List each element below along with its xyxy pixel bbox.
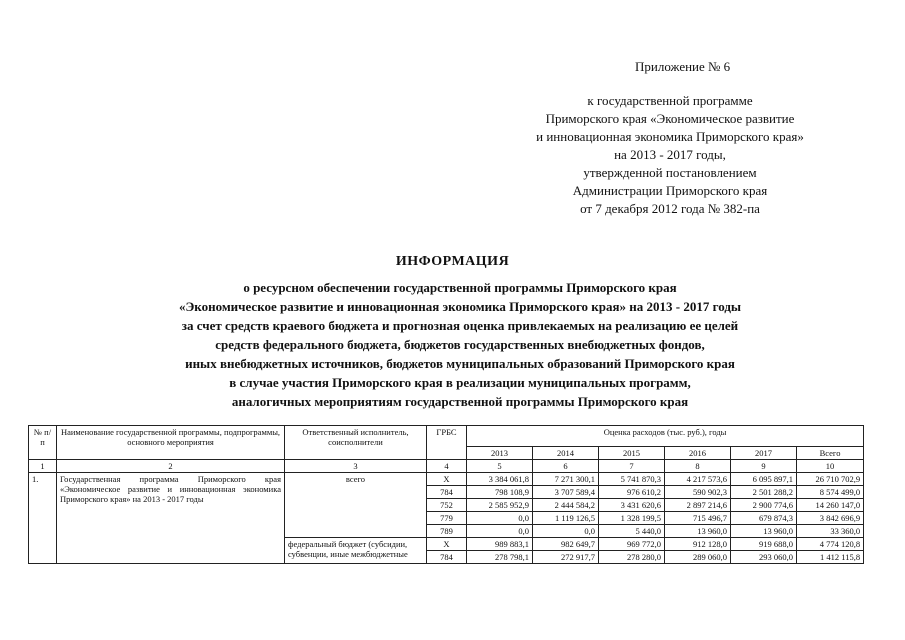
grbs-cell: 779: [427, 512, 467, 525]
header-estimate: Оценка расходов (тыс. руб.), годы: [467, 426, 864, 447]
grbs-cell: Х: [427, 538, 467, 551]
value-cell: 6 095 897,1: [731, 473, 797, 486]
col-number: 9: [731, 460, 797, 473]
grbs-cell: Х: [427, 473, 467, 486]
value-cell: 8 574 499,0: [797, 486, 864, 499]
value-cell: 13 960,0: [731, 525, 797, 538]
document-subtitle: [80, 278, 840, 411]
value-cell: 278 798,1: [467, 551, 533, 564]
value-cell: 912 128,0: [665, 538, 731, 551]
appendix-line: к государственной программе: [587, 93, 753, 108]
value-cell: 2 501 288,2: [731, 486, 797, 499]
value-cell: 969 772,0: [599, 538, 665, 551]
appendix-line: и инновационная экономика Приморского края»: [536, 129, 804, 144]
col-number: 4: [427, 460, 467, 473]
header-grbs: ГРБС: [427, 426, 467, 460]
subtitle-line: иных внебюджетных источников, бюджетов муниципальных образований Приморского края: [185, 356, 735, 371]
col-number: 8: [665, 460, 731, 473]
value-cell: 1 328 199,5: [599, 512, 665, 525]
header-executor: Ответственный исполнитель, соисполнители: [285, 426, 427, 460]
value-cell: 1 412 115,8: [797, 551, 864, 564]
document-title: ИНФОРМАЦИЯ: [395, 254, 510, 269]
subtitle-line: за счет средств краевого бюджета и прогнозная оценка привлекаемых на реализацию ее целей: [181, 318, 739, 333]
header-year: 2017: [731, 447, 797, 460]
program-name: Государственная программа Приморского края «Экономическое развитие и инновационная экономика Приморского края» на 2013 - 2017 годы: [57, 473, 285, 564]
value-cell: 3 842 696,9: [797, 512, 864, 525]
subtitle-line: «Экономическое развитие и инновационная экономика Приморского края» на 2013 - 2017 годы: [178, 299, 742, 314]
value-cell: 2 900 774,6: [731, 499, 797, 512]
appendix-block: [520, 58, 905, 218]
value-cell: 3 384 061,8: [467, 473, 533, 486]
appendix-line: на 2013 - 2017 годы,: [614, 147, 726, 162]
col-number: 7: [599, 460, 665, 473]
value-cell: 0,0: [533, 525, 599, 538]
grbs-cell: 784: [427, 551, 467, 564]
value-cell: 0,0: [467, 512, 533, 525]
executor-federal: федеральный бюджет (субсидии, субвенции, иные межбюджетные: [285, 538, 427, 564]
value-cell: 989 883,1: [467, 538, 533, 551]
resource-table: [28, 425, 864, 564]
value-cell: 33 360,0: [797, 525, 864, 538]
value-cell: 2 444 584,2: [533, 499, 599, 512]
header-year: 2014: [533, 447, 599, 460]
value-cell: 2 585 952,9: [467, 499, 533, 512]
header-num: № п/п: [29, 426, 57, 460]
col-number: 1: [29, 460, 57, 473]
value-cell: 0,0: [467, 525, 533, 538]
appendix-line: от 7 декабря 2012 года № 382-па: [580, 201, 760, 216]
value-cell: 919 688,0: [731, 538, 797, 551]
grbs-cell: 752: [427, 499, 467, 512]
program-num: 1.: [29, 473, 57, 564]
subtitle-line: о ресурсном обеспечении государственной программы Приморского края: [243, 280, 677, 295]
header-year: 2013: [467, 447, 533, 460]
value-cell: 2 897 214,6: [665, 499, 731, 512]
value-cell: 982 649,7: [533, 538, 599, 551]
col-number: 10: [797, 460, 864, 473]
value-cell: 976 610,2: [599, 486, 665, 499]
executor-total: всего: [285, 473, 427, 538]
appendix-line: Администрации Приморского края: [572, 183, 768, 198]
header-name: Наименование государственной программы, подпрограммы, основного мероприятия: [57, 426, 285, 460]
subtitle-line: аналогичных мероприятиям государственной программы Приморского края: [231, 394, 689, 409]
grbs-cell: 789: [427, 525, 467, 538]
value-cell: 13 960,0: [665, 525, 731, 538]
value-cell: 293 060,0: [731, 551, 797, 564]
subtitle-line: средств федерального бюджета, бюджетов государственных внебюджетных фондов,: [215, 337, 705, 352]
value-cell: 3 431 620,6: [599, 499, 665, 512]
col-number: 3: [285, 460, 427, 473]
value-cell: 7 271 300,1: [533, 473, 599, 486]
appendix-line: Приморского края «Экономическое развитие: [545, 111, 795, 126]
value-cell: 272 917,7: [533, 551, 599, 564]
value-cell: 590 902,3: [665, 486, 731, 499]
value-cell: 3 707 589,4: [533, 486, 599, 499]
value-cell: 4 217 573,6: [665, 473, 731, 486]
value-cell: 26 710 702,9: [797, 473, 864, 486]
subtitle-line: в случае участия Приморского края в реализации муниципальных программ,: [229, 375, 691, 390]
value-cell: 715 496,7: [665, 512, 731, 525]
header-year: 2015: [599, 447, 665, 460]
grbs-cell: 784: [427, 486, 467, 499]
appendix-line: утвержденной постановлением: [583, 165, 757, 180]
appendix-number: Приложение № 6: [635, 59, 731, 74]
table-row: [29, 473, 864, 486]
value-cell: 1 119 126,5: [533, 512, 599, 525]
value-cell: 289 060,0: [665, 551, 731, 564]
value-cell: 5 440,0: [599, 525, 665, 538]
col-number: 2: [57, 460, 285, 473]
header-year: 2016: [665, 447, 731, 460]
value-cell: 278 280,0: [599, 551, 665, 564]
col-number: 6: [533, 460, 599, 473]
value-cell: 14 260 147,0: [797, 499, 864, 512]
value-cell: 679 874,3: [731, 512, 797, 525]
value-cell: 5 741 870,3: [599, 473, 665, 486]
header-year-total: Всего: [797, 447, 864, 460]
col-number: 5: [467, 460, 533, 473]
value-cell: 798 108,9: [467, 486, 533, 499]
value-cell: 4 774 120,8: [797, 538, 864, 551]
